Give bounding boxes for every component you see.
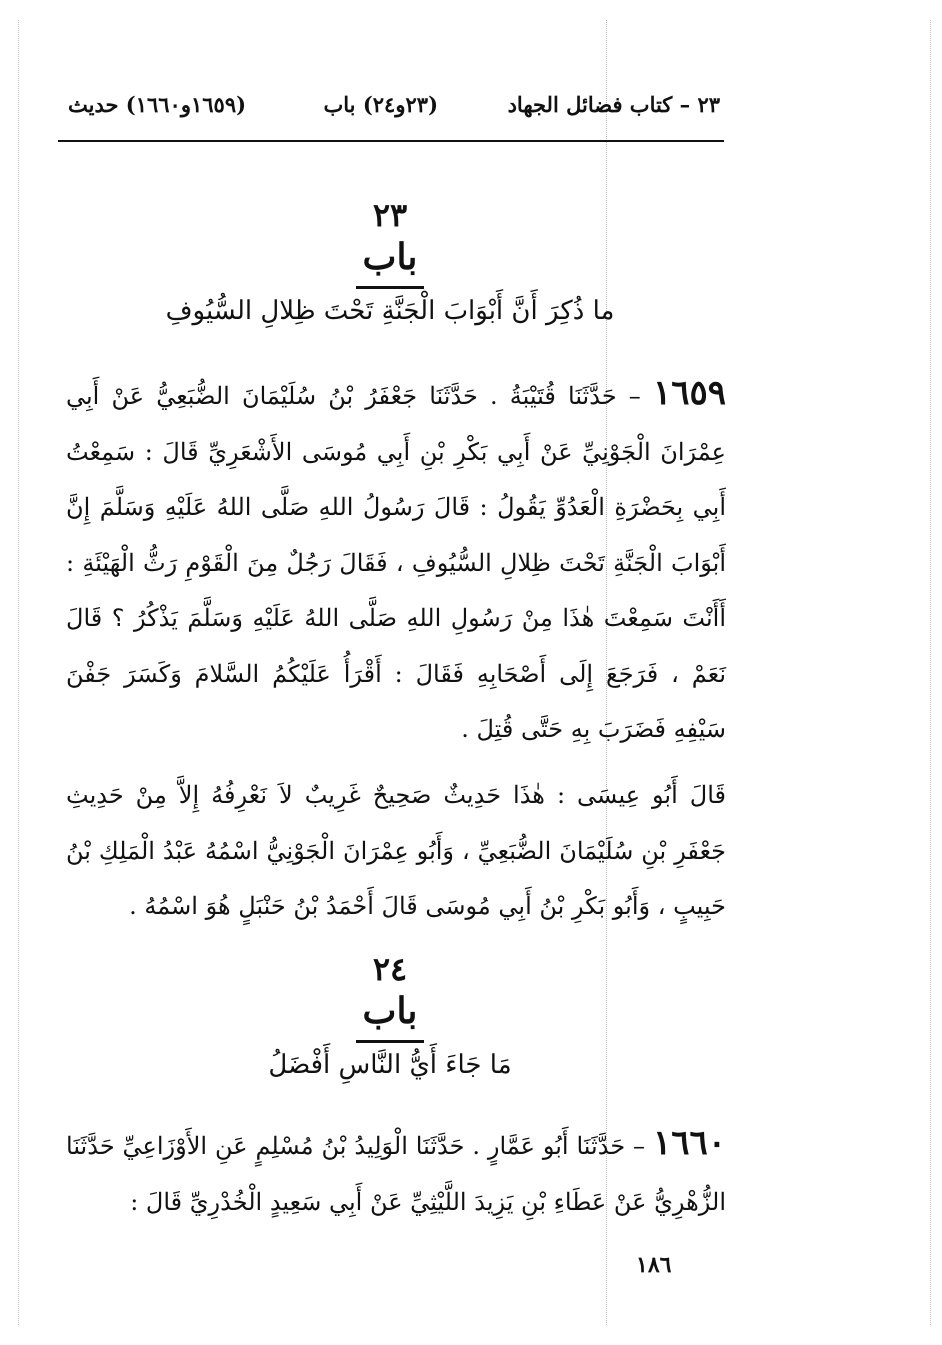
header-hadith-range: (١٦٥٩و١٦٦٠) حديث: [68, 92, 247, 117]
page-number: ١٨٦: [636, 1252, 672, 1278]
hadith-number: ١٦٥٩: [652, 373, 726, 413]
header-book-title: ٢٣ – كتاب فضائل الجهاد: [507, 92, 720, 117]
heading-underline: [356, 1040, 424, 1043]
commentary-paragraph: [66, 768, 726, 935]
running-header: [60, 88, 720, 128]
hadith-number: ١٦٦٠: [652, 1123, 726, 1163]
chapter-title: ما ذُكِرَ أَنَّ أَبْوَابَ الْجَنَّةِ تَحْتَ ظِلالِ السُّيُوفِ: [165, 296, 615, 326]
header-rule: [58, 140, 724, 142]
chapter-heading-bab: باب: [362, 236, 418, 278]
hadith-paragraph: [66, 366, 726, 758]
chapter-number: ٢٤: [372, 950, 408, 988]
scan-dotted-line: [930, 20, 931, 1325]
hadith-paragraph: [66, 1116, 726, 1230]
heading-underline: [356, 286, 424, 289]
chapter-number: ٢٣: [372, 196, 408, 234]
chapter-title: مَا جَاءَ أَيُّ النَّاسِ أَفْضَلُ: [268, 1050, 512, 1080]
hadith-text: – حَدَّثَنَا قُتَيْبَةُ . حَدَّثَنَا جَعْفَرُ بْنُ سُلَيْمَانَ الضُّبَعِيُّ عَنْ أَبِي عِمْرَانَ الْجَوْنِيِّ عَنْ أَبِي بَكْرِ بْنِ أَبِي مُوسَى الأَشْعَرِيِّ قَالَ : سَمِعْتُ أَبِي بِحَضْرَةِ الْعَدُوِّ يَقُولُ : قَالَ رَسُولُ اللهِ صَلَّى اللهُ عَلَيْهِ وَسَلَّمَ إِنَّ أَبْوَابَ الْجَنَّةِ تَحْتَ ظِلالِ السُّيُوفِ ، فَقَالَ رَجُلٌ مِنَ الْقَوْمِ رَثُّ الْهَيْئَةِ : أَأَنْتَ سَمِعْتَ هٰذَا مِنْ رَسُولِ اللهِ صَلَّى اللهُ عَلَيْهِ وَسَلَّمَ يَذْكُرُ ؟ قَالَ نَعَمْ ، فَرَجَعَ إِلَى أَصْحَابِهِ فَقَالَ : أَقْرَأُ عَلَيْكُمُ السَّلامَ وَكَسَرَ جَفْنَ سَيْفِهِ فَضَرَبَ بِهِ حَتَّى قُتِلَ .: [66, 382, 726, 743]
commentary-text: قَالَ أَبُو عِيسَى : هٰذَا حَدِيثٌ صَحِيحٌ غَرِيبٌ لاَ نَعْرِفُهُ إِلاَّ مِنْ حَدِيثِ جَعْفَرِ بْنِ سُلَيْمَانَ الضُّبَعِيِّ ، وَأَبُو عِمْرَانَ الْجَوْنِيُّ اسْمُهُ عَبْدُ الْمَلِكِ بْنُ حَبِيبٍ ، وَأَبُو بَكْرِ بْنُ أَبِي مُوسَى قَالَ أَحْمَدُ بْنُ حَنْبَلٍ هُوَ اسْمُهُ .: [66, 781, 726, 920]
header-chapter-range: (٢٣و٢٤) باب: [323, 92, 438, 117]
chapter-heading-bab: باب: [362, 990, 418, 1032]
hadith-text: – حَدَّثَنَا أَبُو عَمَّارٍ . حَدَّثَنَا الْوَلِيدُ بْنُ مُسْلِمٍ عَنِ الأَوْزَاعِيِّ حَدَّثَنَا الزُّهْرِيُّ عَنْ عَطَاءِ بْنِ يَزِيدَ اللَّيْثِيِّ عَنْ أَبِي سَعِيدٍ الْخُدْرِيِّ قَالَ :: [66, 1132, 726, 1216]
